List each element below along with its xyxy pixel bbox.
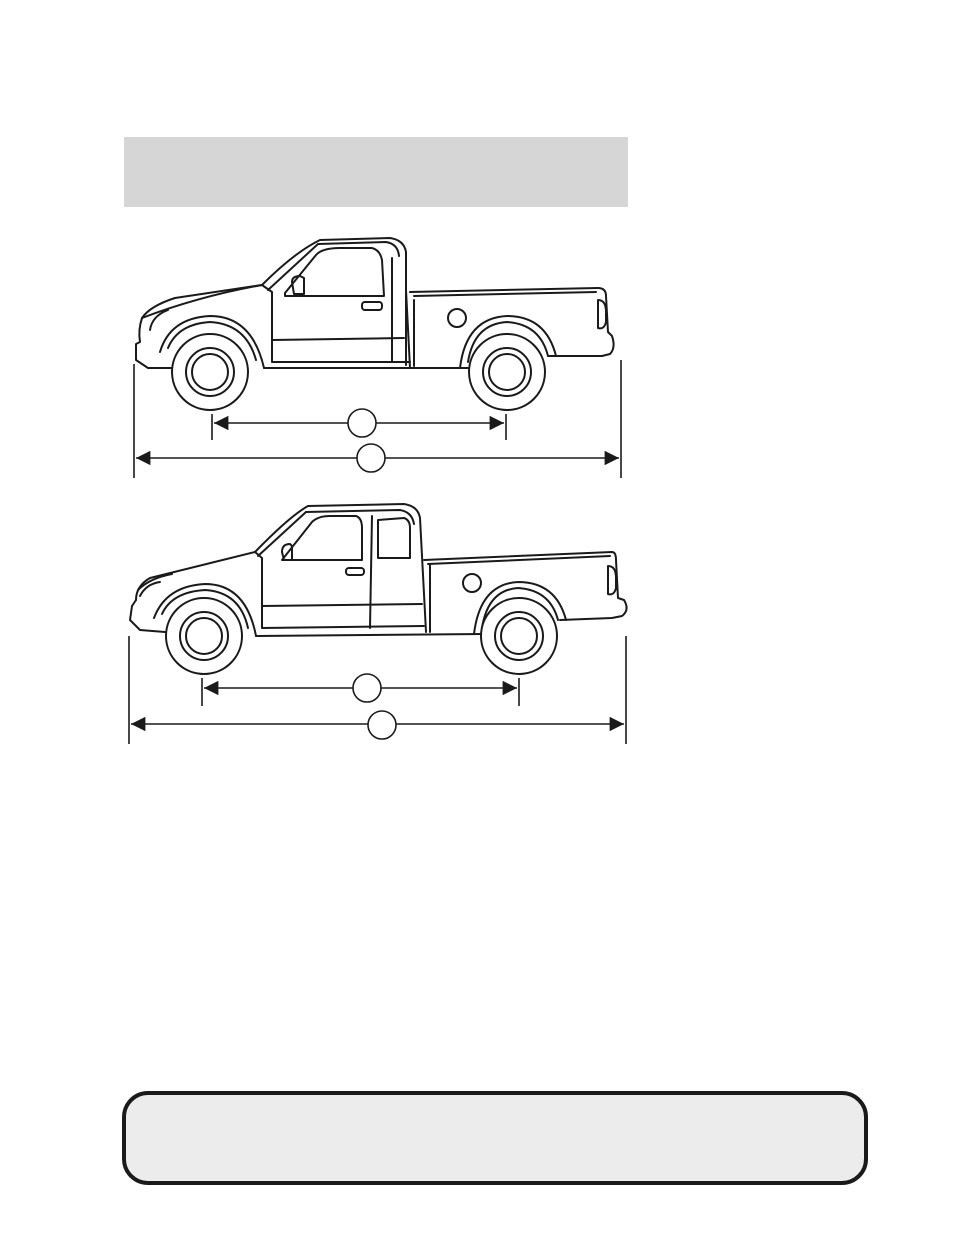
footer-box bbox=[122, 1091, 868, 1185]
regular-cab-wheelbase-callout bbox=[348, 409, 376, 437]
super-cab-front-wheel bbox=[166, 598, 242, 674]
regular-cab-front-wheel bbox=[172, 334, 248, 410]
regular-cab-rear-wheel bbox=[469, 334, 545, 410]
super-cab-overall-length-callout bbox=[368, 711, 396, 739]
super-cab-rear-wheel bbox=[481, 598, 557, 674]
super-cab-wheelbase-callout bbox=[353, 674, 381, 702]
regular-cab-overall-length-callout bbox=[357, 444, 385, 472]
